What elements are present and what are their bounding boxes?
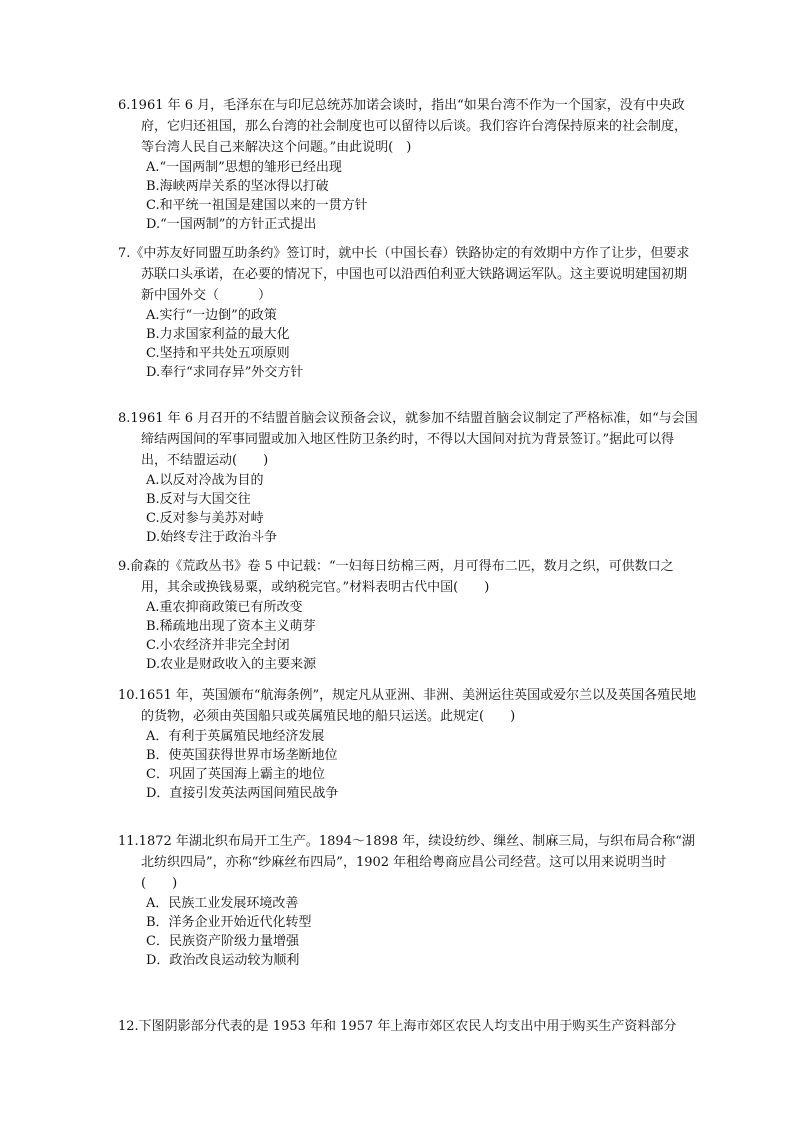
question-7 xyxy=(118,243,698,382)
option-b: B.海峡两岸关系的坚冰得以打破 xyxy=(146,179,329,194)
option-a: A.实行“一边倒”的政策 xyxy=(146,308,277,323)
option-d: D.始终专注于政治斗争 xyxy=(146,530,278,545)
option-b: B．使英国获得世界市场垄断地位 xyxy=(146,748,338,763)
option-c: C．民族资产阶级力量增强 xyxy=(146,934,299,949)
option-d: D．直接引发英法两国间殖民战争 xyxy=(146,786,339,801)
option-d: D.“一国两制”的方针正式提出 xyxy=(146,217,317,232)
option-b: B.力求国家利益的最大化 xyxy=(146,327,290,342)
question-11 xyxy=(118,831,698,970)
question-stem: 6.1961 年 6 月，毛泽东在与印尼总统苏加诺会谈时，指出“如果台湾不作为一个国家，没有中央政府，它归还祖国，那么台湾的社会制度也可以留待以后谈。我们容许台湾保持原来的社会制度，等台湾人民自己来解决这个问题。”由此说明( ) xyxy=(118,98,688,155)
option-list xyxy=(118,306,698,382)
option-c: C.坚持和平共处五项原则 xyxy=(146,346,290,361)
option-d: D．政治改良运动较为顺利 xyxy=(146,953,300,968)
question-12 xyxy=(118,1016,698,1037)
option-list xyxy=(118,727,698,803)
option-c: C.和平统一祖国是建国以来的一贯方针 xyxy=(146,198,368,213)
option-a: A.“一国两制”思想的雏形已经出现 xyxy=(146,160,342,175)
option-b: B.反对与大国交往 xyxy=(146,492,251,507)
option-c: C．巩固了英国海上霸主的地位 xyxy=(146,767,325,782)
question-stem: 7.《中苏友好同盟互助条约》签订时，就中长（中国长春）铁路协定的有效期中方作了让步，但要求苏联口头承诺，在必要的情况下，中国也可以沿西伯利亚大铁路调运军队。这主要说明建国初期新中国外交（ ） xyxy=(118,246,690,303)
option-list xyxy=(118,598,698,674)
question-stem: 10.1651 年，英国颁布“航海条例”，规定凡从亚洲、非洲、美洲运往英国或爱尔兰以及英国各殖民地的货物，必须由英国船只或英属殖民地的船只运送。此规定( ) xyxy=(118,688,697,724)
option-b: B．洋务企业开始近代化转型 xyxy=(146,915,312,930)
option-c: C.反对参与美苏对峙 xyxy=(146,511,264,526)
question-9 xyxy=(118,556,698,674)
option-a: A．民族工业发展环境改善 xyxy=(146,896,299,911)
option-list xyxy=(118,471,698,547)
question-6 xyxy=(118,95,698,234)
option-b: B.稀疏地出现了资本主义萌芽 xyxy=(146,619,316,634)
question-8 xyxy=(118,408,698,547)
option-a: A．有利于英属殖民地经济发展 xyxy=(146,729,325,744)
option-list xyxy=(118,158,698,234)
question-10 xyxy=(118,685,698,803)
option-a: A.重农抑商政策已有所改变 xyxy=(146,600,303,615)
question-stem: 11.1872 年湖北织布局开工生产。1894～1898 年，续设纺纱、缫丝、制麻三局，与织布局合称“湖北纺织四局”，亦称“纱麻丝布四局”，1902 年租给粤商应昌公司经营。这可以用来说明当时( ) xyxy=(118,834,695,891)
option-a: A.以反对冷战为目的 xyxy=(146,473,264,488)
question-stem: 12.下图阴影部分代表的是 1953 年和 1957 年上海市郊区农民人均支出中用于购买生产资料部分 xyxy=(118,1019,677,1034)
question-stem: 9.俞森的《荒政丛书》卷 5 中记载：“一妇每日纺棉三两，月可得布二匹，数月之织，可供数口之用，其余或换钱易粟，或纳税完官。”材料表明古代中国( ) xyxy=(118,559,674,595)
option-list xyxy=(118,894,698,970)
option-c: C.小农经济并非完全封闭 xyxy=(146,638,290,653)
option-d: D.农业是财政收入的主要来源 xyxy=(146,657,317,672)
question-stem: 8.1961 年 6 月召开的不结盟首脑会议预备会议，就参加不结盟首脑会议制定了严格标准，如“与会国缔结两国间的军事同盟或加入地区性防卫条约时，不得以大国间对抗为背景签订。”据此可以得出，不结盟运动( ) xyxy=(118,411,698,468)
option-d: D.奉行“求同存异”外交方针 xyxy=(146,365,304,380)
